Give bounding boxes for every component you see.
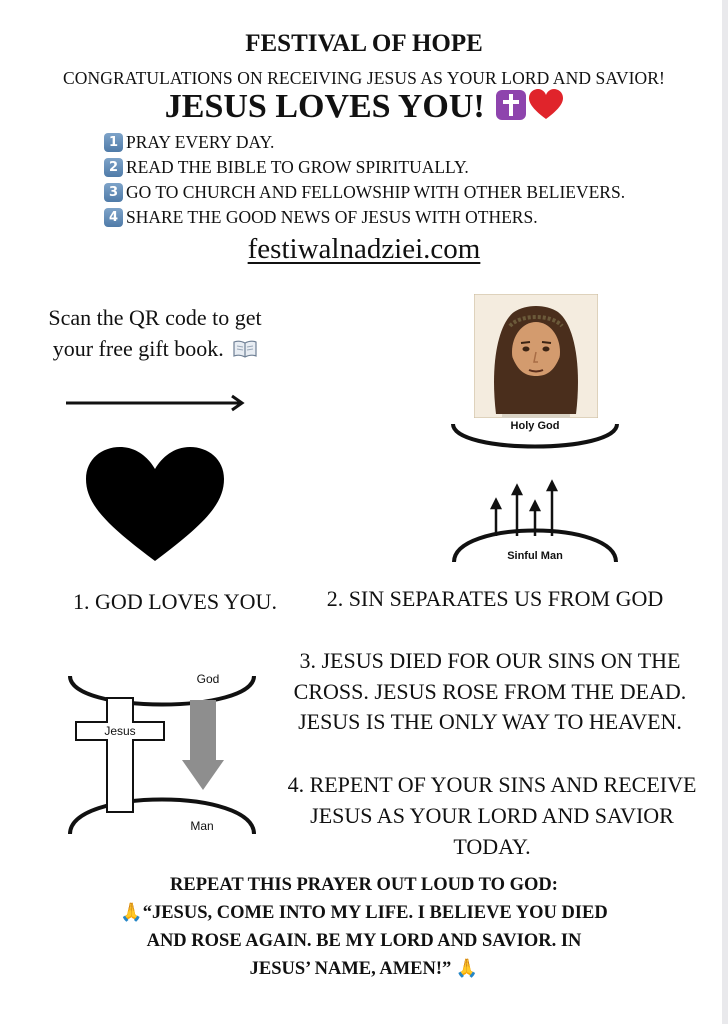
red-heart-icon: [529, 89, 563, 130]
keycap-3-icon: 3: [104, 183, 123, 202]
website-link[interactable]: festiwalnadziei.com: [247, 233, 481, 265]
point-3-line-1: 3. JESUS DIED FOR OUR SINS ON THE: [299, 648, 681, 673]
step-text: READ THE BIBLE TO GROW SPIRITUALLY.: [126, 157, 469, 177]
step-text: GO TO CHURCH AND FELLOWSHIP WITH OTHER BELIEVERS.: [126, 182, 626, 202]
scan-qr-text: [30, 302, 280, 366]
man-label: Man: [190, 819, 214, 833]
jesus-label: Jesus: [104, 724, 136, 738]
cross-bridge-diagram: [64, 668, 260, 840]
point-4-line-1: 4. REPENT OF YOUR SINS AND RECEIVE: [287, 772, 697, 797]
down-arrow-icon: [190, 700, 216, 762]
cross-icon: [495, 89, 527, 130]
heart-icon: [84, 445, 226, 565]
page-edge: [722, 0, 728, 1024]
step-text: PRAY EVERY DAY.: [126, 132, 275, 152]
jesus-loves-you-heading: [0, 88, 728, 130]
keycap-2-icon: 2: [104, 158, 123, 177]
prayer-line-3: JESUS’ NAME, AMEN!”: [249, 959, 452, 979]
holy-god-label: Holy God: [510, 420, 560, 432]
prayer-line-2: AND ROSE AGAIN. BE MY LORD AND SAVIOR. IN: [146, 931, 582, 951]
list-item: [104, 180, 625, 205]
point-4-line-2: JESUS AS YOUR LORD AND SAVIOR: [310, 803, 674, 828]
cross-shape: [76, 698, 164, 812]
praying-hands-icon: 🙏: [455, 958, 479, 979]
keycap-1-icon: 1: [104, 133, 123, 152]
sinful-man-label: Sinful Man: [507, 550, 563, 562]
list-item: [104, 130, 625, 155]
step-text: SHARE THE GOOD NEWS OF JESUS WITH OTHERS.: [126, 207, 538, 227]
page-title: FESTIVAL OF HOPE: [245, 30, 483, 57]
scan-line-2: your free gift book.: [52, 336, 224, 361]
god-label: God: [196, 672, 220, 686]
point-3-line-2: CROSS. JESUS ROSE FROM THE DEAD.: [293, 678, 687, 704]
point-1-text: 1. GOD LOVES YOU.: [73, 589, 277, 614]
point-4-line-3: TODAY.: [453, 834, 531, 859]
list-item: [104, 155, 625, 180]
arrow-right-icon: [62, 392, 248, 414]
point-3-line-3: JESUS IS THE ONLY WAY TO HEAVEN.: [298, 709, 682, 734]
book-icon: [233, 335, 257, 366]
keycap-4-icon: 4: [104, 208, 123, 227]
congratulations-text: CONGRATULATIONS ON RECEIVING JESUS AS YOUR LORD AND SAVIOR!: [63, 68, 665, 88]
prayer-block: [100, 871, 628, 983]
jesus-loves-you-text: JESUS LOVES YOU!: [164, 88, 485, 125]
jesus-portrait-image: [474, 294, 598, 418]
list-item: [104, 205, 625, 230]
next-steps-list: [104, 130, 625, 230]
upward-arrows-icon: [492, 482, 556, 536]
prayer-line-1: “JESUS, COME INTO MY LIFE. I BELIEVE YOU DIED: [142, 903, 608, 923]
scan-line-1: Scan the QR code to get: [48, 305, 262, 330]
point-2-text: 2. SIN SEPARATES US FROM GOD: [326, 586, 664, 611]
point-4-text: [272, 769, 712, 862]
point-3-text: [280, 646, 700, 738]
praying-hands-icon: 🙏: [120, 902, 143, 923]
prayer-intro: REPEAT THIS PRAYER OUT LOUD TO GOD:: [170, 875, 558, 895]
separation-diagram: [448, 414, 622, 578]
